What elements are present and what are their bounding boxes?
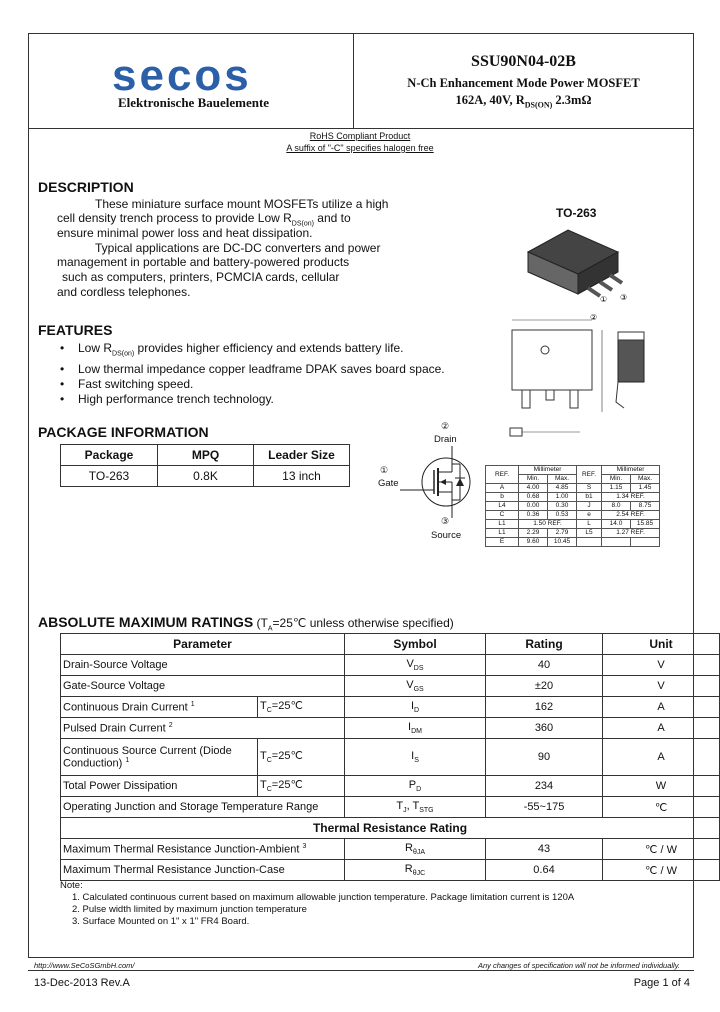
table-header: Rating [486,634,603,655]
table-header: Max. [548,475,577,484]
table-header: Min. [519,475,548,484]
desc-line-7: and cordless telephones. [57,285,191,299]
table-row: A 4.00 4.85 S 1.15 1.45 [486,484,660,493]
table-header: Parameter [61,634,345,655]
table-row: Drain-Source Voltage $V_{DS}$ 40 V [61,655,720,676]
notes-title: Note: [60,880,83,891]
table-header: Min. [602,475,631,484]
part-description: N-Ch Enhancement Mode Power MOSFET [407,76,640,90]
table-row: Maximum Thermal Resistance Junction-Case $R_{\theta JC}$ 0.64 ℃ / W [61,860,720,881]
list-item: • Low $R_{DS(on)}$ provides higher efficiency and extends battery life. [60,341,445,362]
dimension-table [485,465,660,547]
table-row: Operating Junction and Storage Temperature Range $T_J$, $T_{STG}$ -55~175 ℃ [61,797,720,818]
header-divider [28,128,694,129]
footer-date: 13-Dec-2013 Rev.A [34,977,130,989]
drain-number: ② [441,421,450,431]
gate-number: ① [380,465,389,475]
table-cell: 13 inch [254,466,350,487]
table-header: Symbol [345,634,486,655]
note-item: 3. Surface Mounted on 1" x 1" FR4 Board. [72,916,250,927]
source-number: ③ [441,516,450,526]
page-number: Page 1 of 4 [633,977,690,989]
source-label: Source [431,530,462,541]
table-row: E 9.60 10.45 [486,538,660,547]
logo: secos [112,51,252,100]
notes [60,880,574,928]
features-list [60,341,445,407]
desc-line-5: management in portable and battery-powered products [57,255,350,269]
rohs-line: RoHS Compliant Product [309,131,411,141]
description-title: DESCRIPTION [38,179,134,195]
table-row: Gate-Source Voltage $V_{GS}$ ±20 V [61,676,720,697]
table-row: L1 2.29 2.79 L5 1.27 REF. [486,529,660,538]
svg-text:③: ③ [620,293,628,302]
thermal-title: Thermal Resistance Rating [61,818,720,839]
desc-line-1: These miniature surface mount MOSFETs utilize a high [95,197,389,211]
note-item: 2. Pulse width limited by maximum junction temperature [72,904,307,915]
footer-divider [28,970,694,971]
mosfet-symbol [400,446,480,518]
website-link[interactable]: http://www.SeCoSGmbH.com/ [34,961,135,970]
gate-label: Gate [378,478,399,489]
table-cell: 0.8K [158,466,254,487]
package-info-title: PACKAGE INFORMATION [38,424,209,440]
list-item: • High performance trench technology. [60,392,445,407]
table-header: Package [61,445,158,466]
table-header: Millimeter [519,466,577,475]
table-row: Continuous Source Current (Diode Conduction) $^1$ $T_C=25℃$ $I_S$ 90 A [61,739,720,776]
svg-text:①: ① [600,295,608,304]
table-cell: TO-263 [61,466,158,487]
table-row: L1 1.50 REF. L 14.0 15.85 [486,520,660,529]
package-drawing [500,222,680,442]
part-number: SSU90N04-02B [471,53,576,70]
list-item: • Fast switching speed. [60,377,445,392]
table-header: Millimeter [602,466,660,475]
table-header: REF. [486,466,519,484]
logo-subtitle: Elektronische Bauelemente [118,95,270,110]
halogen-line: A suffix of "-C" specifies halogen free [286,143,434,153]
desc-line-4: Typical applications are DC-DC converters and power [95,241,381,255]
desc-line-6: such as computers, printers, PCMCIA cards, cellular [62,270,340,284]
list-item: • Low thermal impedance copper leadframe DPAK saves board space. [60,362,445,377]
desc-line-3: ensure minimal power loss and heat dissipation. [57,226,313,240]
table-row: b 0.68 1.00 b1 1.34 REF. [486,493,660,502]
table-header: MPQ [158,445,254,466]
features-title: FEATURES [38,322,113,338]
desc-line-2: cell density trench process to provide Low $R_{DS(on)}$ and to [57,211,351,228]
table-row: L4 0.00 0.30 J 8.0 8.75 [486,502,660,511]
table-row: Pulsed Drain Current $^2$ $I_{DM}$ 360 A [61,718,720,739]
disclaimer: Any changes of specification will not be informed individually. [477,961,680,970]
table-header: Unit [603,634,720,655]
ratings-title: ABSOLUTE MAXIMUM RATINGS ($T_A=25℃$ unless otherwise specified) [38,614,454,633]
table-row: Maximum Thermal Resistance Junction-Ambient $^3$ $R_{\theta JA}$ 43 ℃ / W [61,839,720,860]
table-row: Total Power Dissipation $T_C=25℃$ $P_D$ 234 W [61,776,720,797]
table-row: Continuous Drain Current $^1$ $T_C=25℃$ $I_D$ 162 A [61,697,720,718]
part-spec: 162A, 40V, $R_{DS(ON)}$ 2.3mΩ [455,93,592,110]
table-header: REF. [577,466,602,484]
note-item: 1. Calculated continuous current based on maximum allowable junction temperature. Package limitation current is 120A [72,892,575,903]
ratings-table [60,633,720,881]
package-table [60,444,350,487]
drain-label: Drain [434,434,457,445]
svg-text:②: ② [590,313,598,322]
table-row: C 0.36 0.53 e 2.54 REF. [486,511,660,520]
table-header: Max. [631,475,660,484]
package-label: TO-263 [556,206,597,220]
table-header: Leader Size [254,445,350,466]
